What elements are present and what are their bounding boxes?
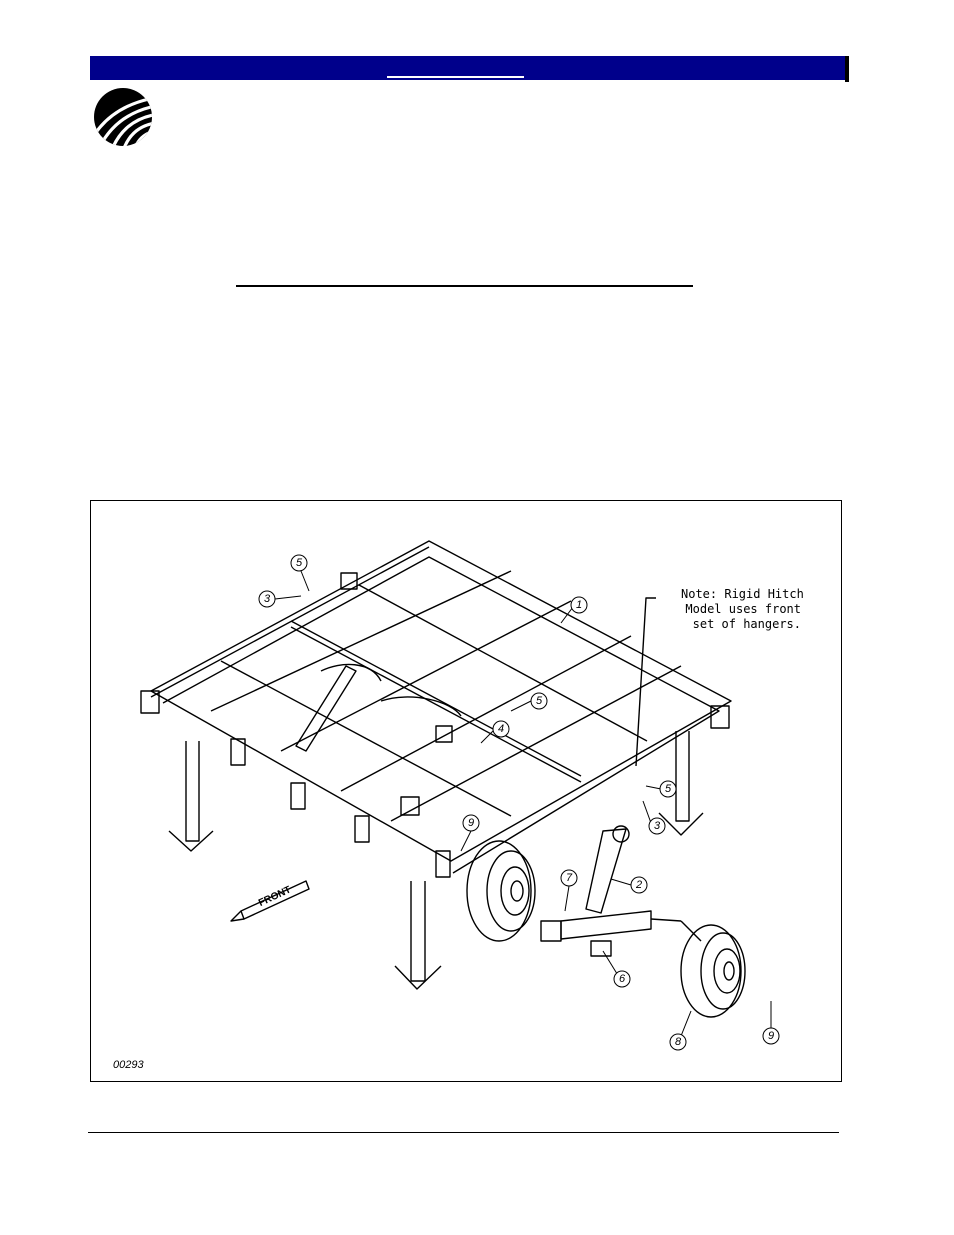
title-rule (236, 285, 693, 287)
callout-label: 8 (674, 1036, 682, 1048)
callout-label: 6 (618, 973, 626, 985)
header-bar-shadow (845, 56, 849, 82)
callout-label: 1 (575, 599, 583, 611)
front-direction-label: FRONT (257, 884, 293, 909)
callout-label: 5 (535, 695, 543, 707)
callout-label: 2 (635, 879, 643, 891)
figure-id: 00293 (113, 1059, 144, 1071)
callout-label: 4 (497, 723, 505, 735)
callout-label: 5 (295, 557, 303, 569)
callout-label: 3 (653, 820, 661, 832)
callout-label: 9 (767, 1030, 775, 1042)
callout-label: 3 (263, 593, 271, 605)
callout-label: 9 (467, 817, 475, 829)
callout-label: 5 (664, 783, 672, 795)
exploded-parts-figure (90, 500, 842, 1082)
brand-stripes-logo-icon (93, 87, 153, 147)
footer-rule (88, 1132, 839, 1133)
header-underline (387, 76, 524, 78)
rigid-hitch-note: Note: Rigid Hitch Model uses front set of hangers. (681, 587, 804, 631)
callout-label: 7 (565, 872, 573, 884)
